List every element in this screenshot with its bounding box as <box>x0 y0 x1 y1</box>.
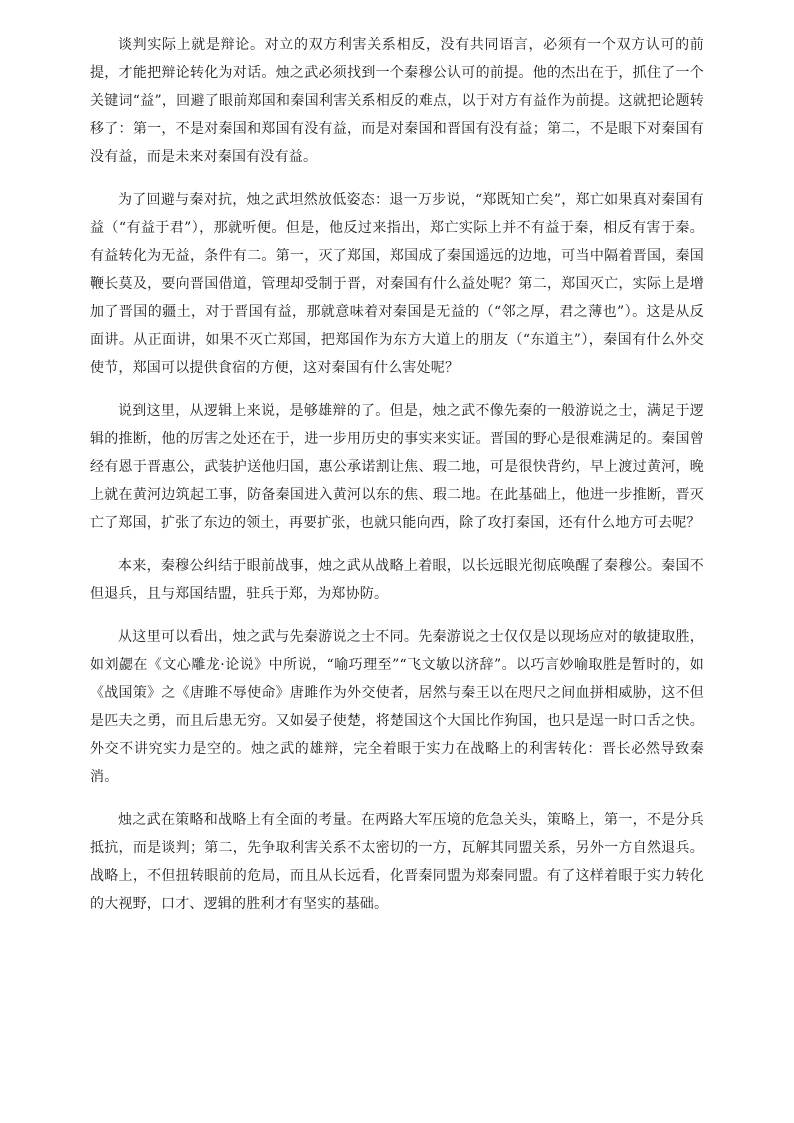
paragraph-2: 为了回避与秦对抗，烛之武坦然放低姿态：退一万步说，“郑既知亡矣”，郑亡如果真对秦国有益（“有益于君”），那就听便。但是，他反过来指出，郑亡实际上并不有益于秦，相反有害于秦。有益转化为无益，条件有二。第一，灭了郑国，郑国成了秦国遥远的边地，可当中隔着晋国，秦国鞭长莫及，要向晋国借道，管理却受制于晋，对秦国有什么益处呢？第二，郑国灭亡，实际上是增加了晋国的疆土，对于晋国有益，那就意味着对秦国是无益的（“邻之厚，君之薄也”）。这是从反面讲。从正面讲，如果不灭亡郑国，把郑国作为东方大道上的朋友（“东道主”），秦国有什么外交使节，郑国可以提供食宿的方便，这对秦国有什么害处呢？ <box>90 192 704 376</box>
paragraph-1: 谈判实际上就是辩论。对立的双方利害关系相反，没有共同语言，必须有一个双方认可的前提，才能把辩论转化为对话。烛之武必须找到一个秦穆公认可的前提。他的杰出在于，抓住了一个关键词“益”，回避了眼前郑国和秦国利害关系相反的难点，以于对方有益作为前提。这就把论题转移了：第一，不是对秦国和郑国有没有益，而是对秦国和晋国有没有益；第二，不是眼下对秦国有没有益，而是未来对秦国有没有益。 <box>90 37 704 165</box>
paragraph-3: 说到这里，从逻辑上来说，是够雄辩的了。但是，烛之武不像先秦的一般游说之士，满足于逻辑的推断，他的厉害之处还在于，进一步用历史的事实来实证。晋国的野心是很难满足的。秦国曾经有恩于晋惠公，武装护送他归国，惠公承诺割让焦、瑕二地，可是很快背约，早上渡过黄河，晚上就在黄河边筑起工事，防备秦国进入黄河以东的焦、瑕二地。在此基础上，他进一步推断，晋灭亡了郑国，扩张了东边的领土，再要扩张，也就只能向西，除了攻打秦国，还有什么地方可去呢？ <box>90 403 704 531</box>
document-page <box>90 31 704 933</box>
paragraph-6: 烛之武在策略和战略上有全面的考量。在两路大军压境的危急关头，策略上，第一，不是分兵抵抗，而是谈判；第二，先争取利害关系不太密切的一方，瓦解其同盟关系，另外一方自然退兵。战略上，不但扭转眼前的危局，而且从长远看，化晋秦同盟为郑秦同盟。有了这样着眼于实力转化的大视野，口才、逻辑的胜利才有坚实的基础。 <box>90 812 704 912</box>
paragraph-4: 本来，秦穆公纠结于眼前战事，烛之武从战略上着眼，以长远眼光彻底唤醒了秦穆公。秦国不但退兵，且与郑国结盟，驻兵于郑，为郑协防。 <box>90 558 704 602</box>
paragraph-5: 从这里可以看出，烛之武与先秦游说之士不同。先秦游说之士仅仅是以现场应对的敏捷取胜，如刘勰在《文心雕龙·论说》中所说，“喻巧理至”“飞文敏以济辞”。以巧言妙喻取胜是暂时的，如《战国策》之《唐雎不辱使命》唐雎作为外交使者，居然与秦王以在咫尺之间血拼相威胁，这不但是匹夫之勇，而且后患无穷。又如晏子使楚，将楚国这个大国比作狗国，也只是逞一时口舌之快。外交不讲究实力是空的。烛之武的雄辩，完全着眼于实力在战略上的利害转化：晋长必然导致秦消。 <box>90 629 704 785</box>
